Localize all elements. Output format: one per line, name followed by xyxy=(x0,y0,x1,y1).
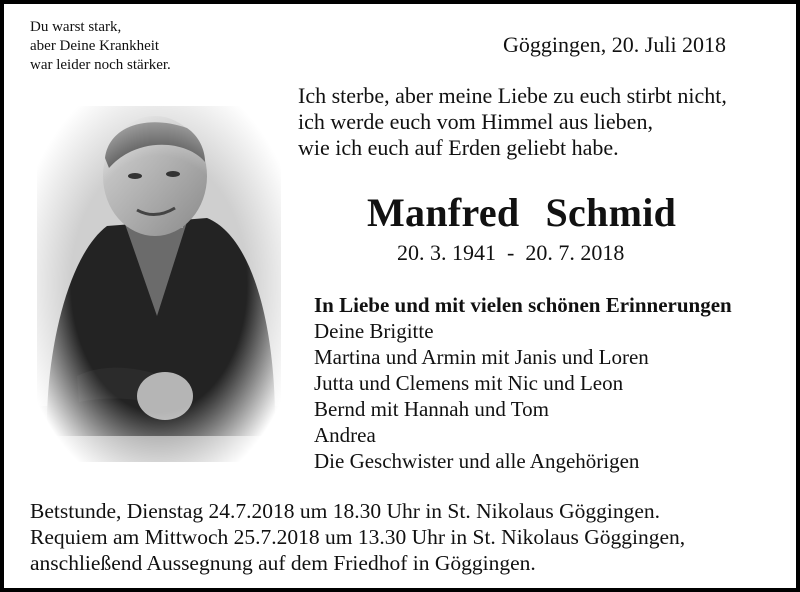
motto xyxy=(30,18,171,75)
mourner-line: Die Geschwister und alle Angehörigen xyxy=(314,449,640,473)
service-line: anschließend Aussegnung auf dem Friedhof in Göggingen. xyxy=(30,551,536,575)
poem xyxy=(298,83,727,161)
mourner-line: Deine Brigitte xyxy=(314,319,434,343)
portrait-photo xyxy=(37,106,281,462)
mourners-list xyxy=(314,292,732,474)
first-name: Manfred xyxy=(367,190,520,235)
poem-line: wie ich euch auf Erden geliebt habe. xyxy=(298,135,619,160)
motto-line: war leider noch stärker. xyxy=(30,57,171,73)
mourner-line: Bernd mit Hannah und Tom xyxy=(314,397,549,421)
service-line: Requiem am Mittwoch 25.7.2018 um 13.30 Uhr in St. Nikolaus Göggingen, xyxy=(30,525,686,549)
lifespan-text: 20. 3. 1941 - 20. 7. 2018 xyxy=(397,240,625,265)
motto-line: Du warst stark, xyxy=(30,19,122,35)
place-date: Göggingen, 20. Juli 2018 xyxy=(503,32,727,57)
lifespan-dates xyxy=(397,240,624,266)
mourner-line: Martina und Armin mit Janis und Loren xyxy=(314,345,649,369)
service-line: Betstunde, Dienstag 24.7.2018 um 18.30 Uhr in St. Nikolaus Göggingen. xyxy=(30,499,661,523)
motto-line: aber Deine Krankheit xyxy=(30,38,160,54)
deceased-name xyxy=(367,189,676,236)
poem-line: Ich sterbe, aber meine Liebe zu euch stirbt nicht, xyxy=(298,83,727,108)
mourner-line: Andrea xyxy=(314,423,376,447)
poem-line: ich werde euch vom Himmel aus lieben, xyxy=(298,109,653,134)
service-info xyxy=(30,498,685,576)
mourners-lead: In Liebe und mit vielen schönen Erinnerungen xyxy=(314,293,732,317)
last-name: Schmid xyxy=(545,190,677,235)
mourner-line: Jutta und Clemens mit Nic und Leon xyxy=(314,371,624,395)
